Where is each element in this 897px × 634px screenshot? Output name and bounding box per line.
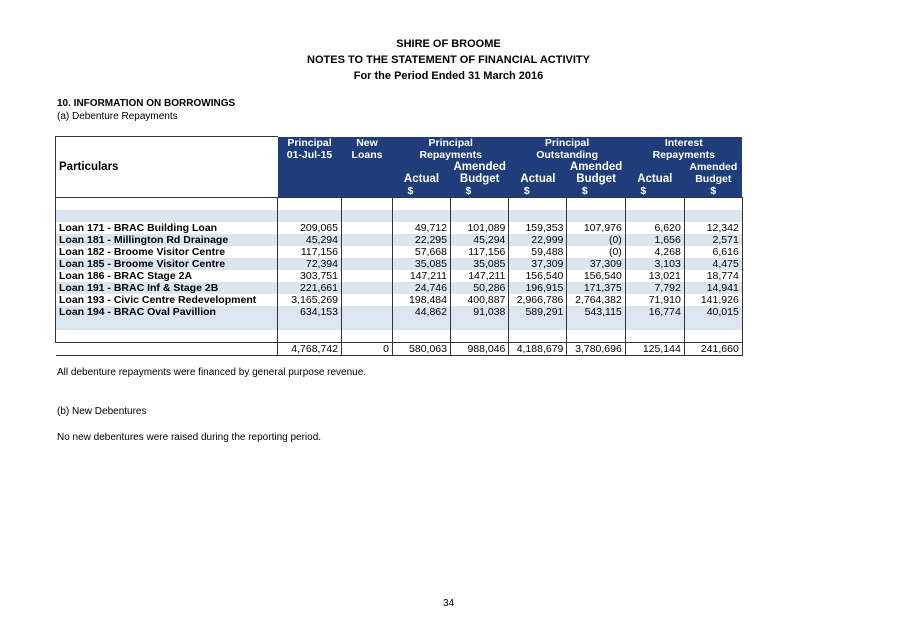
new-debentures-title: (b) New Debentures [57, 406, 147, 417]
cell-out-budget: 156,540 [567, 270, 625, 282]
rep-budget-header: Budget [451, 173, 509, 185]
cell-new [342, 258, 393, 270]
total-new: 0 [342, 342, 393, 355]
out-budget-header: Budget [567, 173, 625, 185]
cell-rep-budget: 50,286 [451, 282, 509, 294]
cell-rep-actual: 198,484 [393, 294, 451, 306]
cell-out-actual: 156,540 [509, 270, 567, 282]
header-blank [342, 173, 393, 185]
out-actual-dollar: $ [509, 185, 567, 198]
header-blank [509, 161, 567, 173]
loans-header: Loans [342, 149, 393, 161]
cell-rep-actual: 147,211 [393, 270, 451, 282]
int-budget-dollar: $ [684, 185, 742, 198]
cell-new [342, 306, 393, 318]
cell-out-budget: 2,764,382 [567, 294, 625, 306]
header-blank [393, 161, 451, 173]
rep-actual-dollar: $ [393, 185, 451, 198]
table-row [56, 306, 743, 318]
rep-budget-dollar: $ [451, 185, 509, 198]
interest-repayments-subheader: Repayments [625, 149, 742, 161]
table-row [56, 222, 743, 234]
cell-principal: 45,294 [278, 234, 342, 246]
financing-note: All debenture repayments were financed by general purpose revenue. [57, 367, 367, 378]
section-subtitle: (a) Debenture Repayments [57, 111, 178, 122]
loan-name: Loan 185 - Broome Visitor Centre [56, 258, 278, 270]
int-amended-header: Amended [684, 161, 742, 173]
cell-out-budget: (0) [567, 234, 625, 246]
total-rep-actual: 580,063 [393, 342, 451, 355]
out-amended-header: Amended [567, 161, 625, 173]
cell-int-budget: 12,342 [684, 222, 742, 234]
cell-rep-actual: 49,712 [393, 222, 451, 234]
header-blank [625, 161, 684, 173]
cell-rep-budget: 35,085 [451, 258, 509, 270]
report-period: For the Period Ended 31 March 2016 [353, 70, 544, 82]
cell-principal: 634,153 [278, 306, 342, 318]
principal-outstanding-header: Principal [509, 137, 625, 149]
particulars-header: Particulars [56, 137, 278, 198]
header-blank [342, 161, 393, 173]
header-blank [278, 161, 342, 173]
table-row [56, 234, 743, 246]
total-rep-budget: 988,046 [451, 342, 509, 355]
cell-int-budget: 6,616 [684, 246, 742, 258]
header-blank [278, 185, 342, 198]
cell-out-actual: 196,915 [509, 282, 567, 294]
header-blank [278, 173, 342, 185]
loan-name: Loan 181 - Millington Rd Drainage [56, 234, 278, 246]
report-entity-title: SHIRE OF BROOME [396, 38, 501, 50]
cell-principal: 303,751 [278, 270, 342, 282]
loan-name: Loan 186 - BRAC Stage 2A [56, 270, 278, 282]
cell-new [342, 246, 393, 258]
cell-int-budget: 2,571 [684, 234, 742, 246]
cell-int-actual: 13,021 [625, 270, 684, 282]
cell-int-actual: 1,656 [625, 234, 684, 246]
cell-principal: 72,394 [278, 258, 342, 270]
principal-header: Principal [278, 137, 342, 149]
cell-rep-actual: 35,085 [393, 258, 451, 270]
cell-rep-actual: 22,295 [393, 234, 451, 246]
repayments-subheader: Repayments [393, 149, 509, 161]
report-notes-title: NOTES TO THE STATEMENT OF FINANCIAL ACTIVITY [307, 54, 590, 66]
int-actual-header: Actual [625, 173, 684, 185]
cell-rep-budget: 147,211 [451, 270, 509, 282]
total-out-budget: 3,780,696 [567, 342, 625, 355]
section-title: 10. INFORMATION ON BORROWINGS [57, 98, 236, 109]
out-budget-dollar: $ [567, 185, 625, 198]
loan-name: Loan 191 - BRAC Inf & Stage 2B [56, 282, 278, 294]
new-loans-header: New [342, 137, 393, 149]
table-row [56, 294, 743, 306]
cell-int-actual: 3,103 [625, 258, 684, 270]
total-out-actual: 4,188,679 [509, 342, 567, 355]
cell-new [342, 234, 393, 246]
cell-out-actual: 37,309 [509, 258, 567, 270]
int-budget-header: Budget [684, 173, 742, 185]
table-row [56, 258, 743, 270]
loan-name: Loan 182 - Broome Visitor Centre [56, 246, 278, 258]
cell-out-budget: 107,976 [567, 222, 625, 234]
cell-int-actual: 16,774 [625, 306, 684, 318]
cell-int-actual: 71,910 [625, 294, 684, 306]
cell-out-budget: 171,375 [567, 282, 625, 294]
cell-principal: 117,156 [278, 246, 342, 258]
cell-rep-budget: 400,887 [451, 294, 509, 306]
outstanding-subheader: Outstanding [509, 149, 625, 161]
int-actual-dollar: $ [625, 185, 684, 198]
cell-new [342, 222, 393, 234]
interest-repayments-header: Interest [625, 137, 742, 149]
cell-int-actual: 6,620 [625, 222, 684, 234]
total-principal: 4,768,742 [278, 342, 342, 355]
cell-rep-budget: 117,156 [451, 246, 509, 258]
principal-repayments-header: Principal [393, 137, 509, 149]
cell-out-actual: 2,966,786 [509, 294, 567, 306]
cell-rep-actual: 57,668 [393, 246, 451, 258]
new-debentures-note: No new debentures were raised during the reporting period. [57, 432, 322, 443]
totals-label-cell [56, 342, 278, 355]
cell-int-budget: 40,015 [684, 306, 742, 318]
cell-principal: 3,165,269 [278, 294, 342, 306]
totals-row [56, 342, 743, 355]
loan-name: Loan 193 - Civic Centre Redevelopment [56, 294, 278, 306]
cell-int-actual: 7,792 [625, 282, 684, 294]
table-row [56, 282, 743, 294]
cell-new [342, 294, 393, 306]
cell-rep-budget: 45,294 [451, 234, 509, 246]
cell-principal: 221,661 [278, 282, 342, 294]
cell-out-actual: 22,999 [509, 234, 567, 246]
cell-out-budget: 543,115 [567, 306, 625, 318]
cell-out-budget: (0) [567, 246, 625, 258]
cell-rep-budget: 101,089 [451, 222, 509, 234]
loan-name: Loan 194 - BRAC Oval Pavillion [56, 306, 278, 318]
table-row [56, 246, 743, 258]
cell-out-actual: 59,488 [509, 246, 567, 258]
table-row [56, 270, 743, 282]
principal-date-header: 01-Jul-15 [278, 149, 342, 161]
cell-rep-actual: 44,862 [393, 306, 451, 318]
cell-rep-actual: 24,746 [393, 282, 451, 294]
out-actual-header: Actual [509, 173, 567, 185]
cell-int-budget: 4,475 [684, 258, 742, 270]
cell-int-budget: 14,941 [684, 282, 742, 294]
page-number: 34 [442, 598, 455, 609]
header-blank [342, 185, 393, 198]
cell-int-budget: 141,926 [684, 294, 742, 306]
cell-int-budget: 18,774 [684, 270, 742, 282]
cell-rep-budget: 91,038 [451, 306, 509, 318]
rep-amended-header: Amended [451, 161, 509, 173]
cell-new [342, 270, 393, 282]
cell-int-actual: 4,268 [625, 246, 684, 258]
loan-name: Loan 171 - BRAC Building Loan [56, 222, 278, 234]
total-int-actual: 125,144 [625, 342, 684, 355]
total-int-budget: 241,660 [684, 342, 742, 355]
cell-out-actual: 159,353 [509, 222, 567, 234]
cell-out-budget: 37,309 [567, 258, 625, 270]
cell-out-actual: 589,291 [509, 306, 567, 318]
rep-actual-header: Actual [393, 173, 451, 185]
cell-new [342, 282, 393, 294]
debenture-table [55, 136, 743, 356]
cell-principal: 209,065 [278, 222, 342, 234]
